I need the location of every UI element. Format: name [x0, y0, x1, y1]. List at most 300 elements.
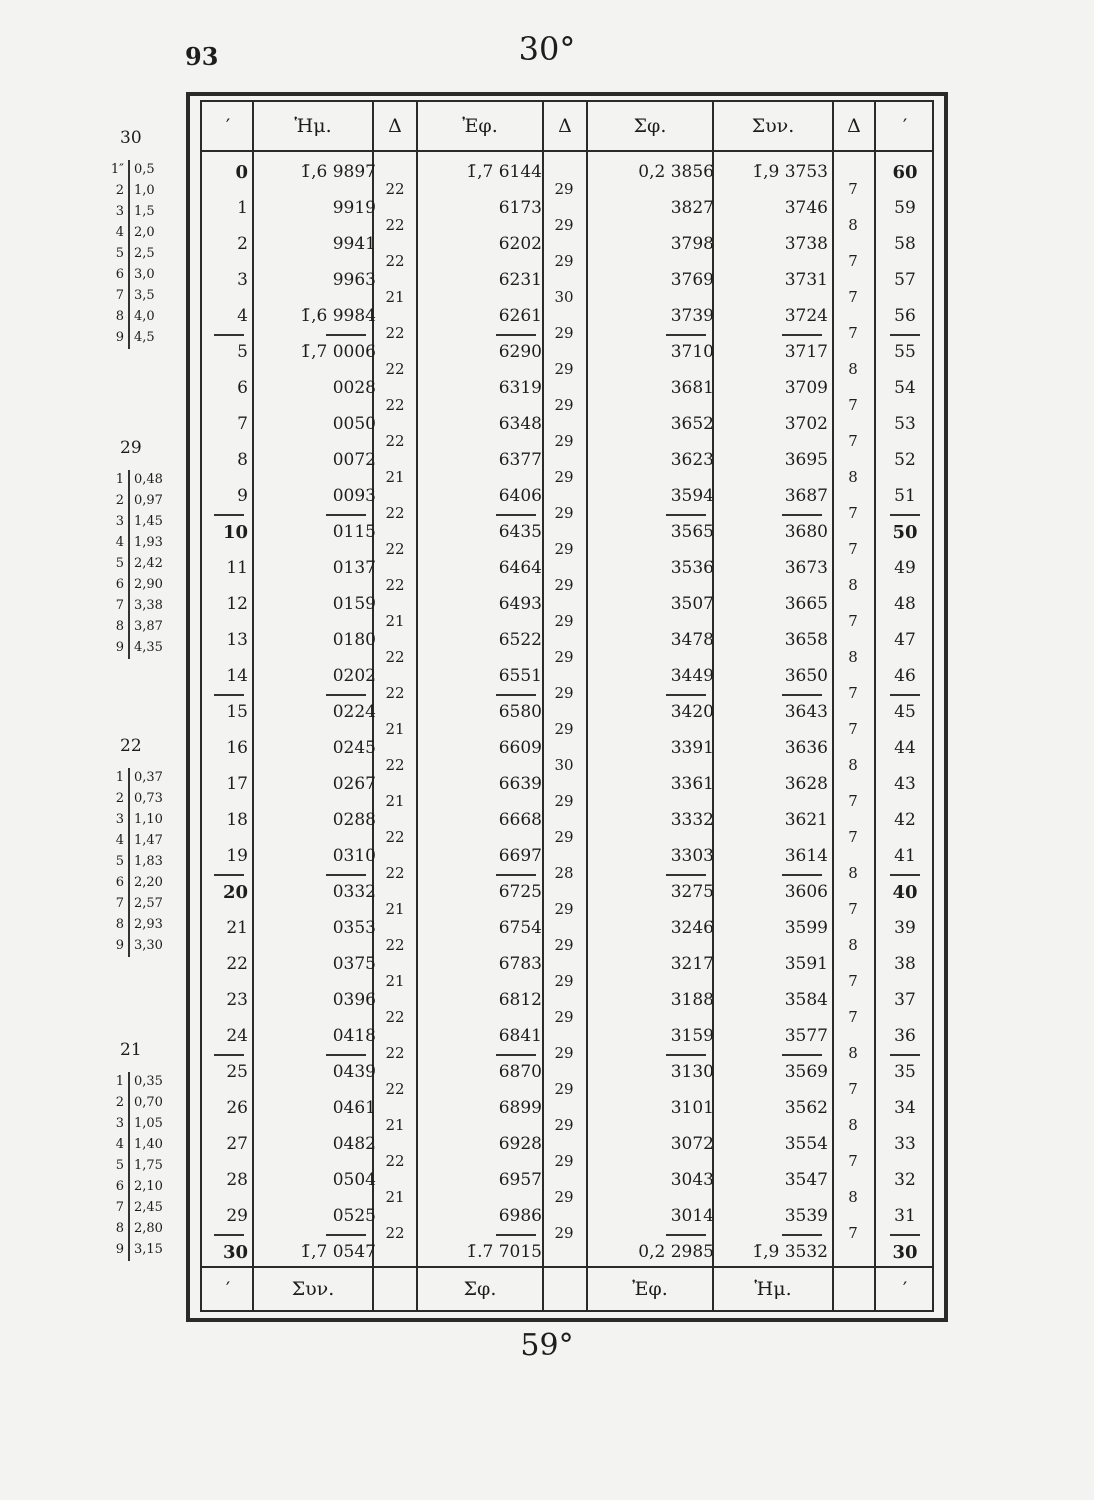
pp-divider [128, 470, 130, 659]
pp-digit: 7 [115, 896, 124, 911]
tangent-cell: 6173 [498, 198, 542, 218]
sine-difference: 21 [385, 972, 405, 990]
cosine-cell: 3584 [784, 990, 828, 1010]
sine-cell: 0482 [332, 1134, 376, 1154]
cosine-cell: 3709 [784, 378, 828, 398]
cosine-cell: 3724 [784, 306, 828, 326]
header-cosine: Συν. [751, 115, 795, 137]
cotangent-cell: 3652 [670, 414, 714, 434]
sine-cell: 1̄,7 0006 [300, 342, 376, 362]
tangent-cell: 6522 [498, 630, 542, 650]
footer-tangent: Ἐφ. [632, 1278, 668, 1300]
pp-digit: 8 [115, 309, 124, 324]
group-dash [214, 1054, 244, 1056]
minute-cell: 20 [222, 882, 248, 903]
cotangent-cell: 3710 [670, 342, 714, 362]
cosine-difference: 8 [848, 936, 858, 954]
pp-digit: 3 [115, 204, 124, 219]
pp-digit: 9 [115, 330, 124, 345]
group-dash [890, 694, 920, 696]
tangent-difference: 29 [554, 828, 574, 846]
pp-digit: 6 [115, 875, 124, 890]
group-dash [326, 1234, 366, 1236]
tangent-difference: 29 [554, 1224, 574, 1242]
sine-cell: 0439 [332, 1062, 376, 1082]
sine-cell: 0396 [332, 990, 376, 1010]
cosine-cell: 3614 [784, 846, 828, 866]
sine-difference: 21 [385, 288, 405, 306]
sine-cell: 0245 [332, 738, 376, 758]
minute-cell: 5 [237, 342, 248, 362]
group-dash [666, 334, 706, 336]
cosine-difference: 7 [848, 432, 858, 450]
tangent-difference: 30 [554, 756, 574, 774]
cosine-difference: 7 [848, 720, 858, 738]
tangent-cell: 6493 [498, 594, 542, 614]
group-dash [496, 514, 536, 516]
minute-cell-right: 30 [892, 1242, 918, 1263]
pp-value: 2,93 [134, 917, 163, 932]
pp-title: 29 [120, 438, 142, 458]
cotangent-cell: 3507 [670, 594, 714, 614]
pp-value: 0,70 [134, 1095, 163, 1110]
sine-difference: 22 [385, 576, 405, 594]
tangent-cell: 6348 [498, 414, 542, 434]
minute-cell-right: 37 [894, 990, 916, 1010]
tangent-cell: 6899 [498, 1098, 542, 1118]
minute-cell-right: 39 [894, 918, 916, 938]
cosine-cell: 3621 [784, 810, 828, 830]
pp-digit: 3 [115, 812, 124, 827]
minute-cell: 18 [226, 810, 248, 830]
minute-cell-right: 54 [894, 378, 916, 398]
tangent-cell: 6435 [498, 522, 542, 542]
tangent-difference: 29 [554, 612, 574, 630]
cosine-cell: 3650 [784, 666, 828, 686]
minute-cell-right: 52 [894, 450, 916, 470]
header-minutes: ′ [225, 115, 231, 137]
pp-value: 0,35 [134, 1074, 163, 1089]
pp-value: 3,38 [134, 598, 163, 613]
header-sine: Ἡμ. [294, 115, 332, 137]
sine-difference: 22 [385, 1008, 405, 1026]
cosine-difference: 8 [848, 648, 858, 666]
pp-digit: 2 [115, 493, 124, 508]
cosine-cell: 3658 [784, 630, 828, 650]
minute-cell-right: 31 [894, 1206, 916, 1226]
pp-value: 2,45 [134, 1200, 163, 1215]
sine-difference: 22 [385, 540, 405, 558]
pp-digit: 8 [115, 1221, 124, 1236]
header-delta-cosine: Δ [847, 115, 861, 137]
tangent-difference: 29 [554, 468, 574, 486]
group-dash [326, 514, 366, 516]
tangent-difference: 29 [554, 900, 574, 918]
minute-cell-right: 34 [894, 1098, 916, 1118]
tangent-difference: 29 [554, 792, 574, 810]
tangent-difference: 29 [554, 504, 574, 522]
pp-value: 0,73 [134, 791, 163, 806]
tangent-difference: 29 [554, 1044, 574, 1062]
pp-value: 2,10 [134, 1179, 163, 1194]
pp-value: 1,47 [134, 833, 163, 848]
tangent-cell: 6580 [498, 702, 542, 722]
minute-cell-right: 41 [894, 846, 916, 866]
sine-difference: 22 [385, 756, 405, 774]
sine-difference: 22 [385, 432, 405, 450]
tangent-cell: 6202 [498, 234, 542, 254]
pp-value: 4,5 [134, 330, 155, 345]
cotangent-cell: 3420 [670, 702, 714, 722]
minute-cell-right: 50 [892, 522, 918, 543]
tangent-difference: 29 [554, 540, 574, 558]
pp-divider [128, 1072, 130, 1261]
minute-cell: 3 [237, 270, 248, 290]
minute-cell: 21 [226, 918, 248, 938]
sine-difference: 21 [385, 1116, 405, 1134]
group-dash [496, 334, 536, 336]
minute-cell: 27 [226, 1134, 248, 1154]
minute-cell: 16 [226, 738, 248, 758]
header-cotangent: Σφ. [633, 115, 667, 137]
cotangent-cell: 3623 [670, 450, 714, 470]
cosine-difference: 7 [848, 1080, 858, 1098]
minute-cell-right: 32 [894, 1170, 916, 1190]
sine-cell: 0137 [332, 558, 376, 578]
pp-digit: 5 [115, 556, 124, 571]
pp-value: 2,57 [134, 896, 163, 911]
pp-digit: 9 [115, 938, 124, 953]
minute-cell: 23 [226, 990, 248, 1010]
minute-cell: 22 [226, 954, 248, 974]
cosine-difference: 7 [848, 1152, 858, 1170]
cosine-cell: 3591 [784, 954, 828, 974]
minute-cell-right: 55 [894, 342, 916, 362]
minute-cell-right: 33 [894, 1134, 916, 1154]
pp-digit: 1 [115, 770, 124, 785]
tangent-difference: 29 [554, 432, 574, 450]
group-dash [782, 874, 822, 876]
pp-digit: 8 [115, 917, 124, 932]
sine-difference: 21 [385, 612, 405, 630]
sine-difference: 22 [385, 252, 405, 270]
pp-digit: 9 [115, 640, 124, 655]
cosine-difference: 7 [848, 324, 858, 342]
sine-cell: 9941 [332, 234, 376, 254]
cosine-cell: 3695 [784, 450, 828, 470]
sine-difference: 22 [385, 396, 405, 414]
minute-cell-right: 40 [892, 882, 918, 903]
cosine-cell: 3673 [784, 558, 828, 578]
pp-digit: 1 [115, 472, 124, 487]
sine-difference: 22 [385, 684, 405, 702]
group-dash [782, 514, 822, 516]
sine-cell: 0267 [332, 774, 376, 794]
sine-difference: 22 [385, 504, 405, 522]
cosine-difference: 7 [848, 288, 858, 306]
minute-cell: 14 [226, 666, 248, 686]
minute-cell-right: 42 [894, 810, 916, 830]
pp-value: 2,80 [134, 1221, 163, 1236]
minute-cell: 12 [226, 594, 248, 614]
cosine-difference: 7 [848, 1224, 858, 1242]
sine-cell: 0202 [332, 666, 376, 686]
minute-cell-right: 56 [894, 306, 916, 326]
minute-cell: 26 [226, 1098, 248, 1118]
cosine-difference: 7 [848, 252, 858, 270]
sine-cell: 1̄,6 9984 [300, 306, 376, 326]
minute-cell-right: 43 [894, 774, 916, 794]
tangent-difference: 29 [554, 972, 574, 990]
cosine-difference: 7 [848, 792, 858, 810]
sine-cell: 0072 [332, 450, 376, 470]
pp-value: 1,5 [134, 204, 155, 219]
minute-cell: 28 [226, 1170, 248, 1190]
minute-cell: 29 [226, 1206, 248, 1226]
pp-value: 0,37 [134, 770, 163, 785]
pp-digit: 1″ [110, 162, 124, 177]
minute-cell: 13 [226, 630, 248, 650]
group-dash [326, 694, 366, 696]
tangent-cell: 6464 [498, 558, 542, 578]
minute-cell: 25 [226, 1062, 248, 1082]
tangent-difference: 29 [554, 1116, 574, 1134]
pp-digit: 1 [115, 1074, 124, 1089]
column-divider [832, 100, 834, 1312]
cotangent-cell: 3130 [670, 1062, 714, 1082]
pp-value: 3,30 [134, 938, 163, 953]
minute-cell: 19 [226, 846, 248, 866]
pp-value: 3,0 [134, 267, 155, 282]
minute-cell: 11 [226, 558, 248, 578]
cotangent-cell: 0,2 3856 [638, 162, 714, 182]
sine-cell: 9919 [332, 198, 376, 218]
cotangent-cell: 3101 [670, 1098, 714, 1118]
footer-cosine: Συν. [291, 1278, 335, 1300]
footer-cotangent: Σφ. [463, 1278, 497, 1300]
tangent-cell: 6609 [498, 738, 542, 758]
tangent-cell: 6377 [498, 450, 542, 470]
minute-cell-right: 58 [894, 234, 916, 254]
cotangent-cell: 3014 [670, 1206, 714, 1226]
cosine-difference: 8 [848, 1116, 858, 1134]
group-dash [214, 694, 244, 696]
degree-heading-bottom: 59° [520, 1328, 574, 1363]
column-divider [586, 100, 588, 1312]
tangent-cell: 6668 [498, 810, 542, 830]
sine-difference: 22 [385, 936, 405, 954]
pp-value: 0,5 [134, 162, 155, 177]
tangent-difference: 29 [554, 720, 574, 738]
minute-cell-right: 47 [894, 630, 916, 650]
pp-digit: 5 [115, 854, 124, 869]
sine-difference: 22 [385, 324, 405, 342]
tangent-difference: 29 [554, 1188, 574, 1206]
cotangent-cell: 3798 [670, 234, 714, 254]
cosine-cell: 3687 [784, 486, 828, 506]
column-divider [252, 100, 254, 1312]
minute-cell: 7 [237, 414, 248, 434]
pp-value: 2,0 [134, 225, 155, 240]
group-dash [214, 334, 244, 336]
minute-cell-right: 51 [894, 486, 916, 506]
group-dash [214, 1234, 244, 1236]
minute-cell: 10 [222, 522, 248, 543]
pp-value: 0,97 [134, 493, 163, 508]
pp-value: 1,05 [134, 1116, 163, 1131]
group-dash [326, 1054, 366, 1056]
minute-cell-right: 38 [894, 954, 916, 974]
footer-minutes-right: ′ [902, 1278, 908, 1300]
group-dash [782, 694, 822, 696]
cotangent-cell: 3188 [670, 990, 714, 1010]
group-dash [890, 514, 920, 516]
sine-cell: 0159 [332, 594, 376, 614]
pp-digit: 5 [115, 1158, 124, 1173]
cosine-difference: 8 [848, 1044, 858, 1062]
cosine-cell: 3643 [784, 702, 828, 722]
pp-digit: 2 [115, 183, 124, 198]
cosine-difference: 8 [848, 360, 858, 378]
cotangent-cell: 3361 [670, 774, 714, 794]
group-dash [890, 1054, 920, 1056]
cosine-cell: 3702 [784, 414, 828, 434]
sine-difference: 22 [385, 180, 405, 198]
tangent-cell: 6986 [498, 1206, 542, 1226]
cosine-difference: 7 [848, 396, 858, 414]
minute-cell: 6 [237, 378, 248, 398]
tangent-difference: 29 [554, 1008, 574, 1026]
cosine-cell: 3738 [784, 234, 828, 254]
minute-cell: 2 [237, 234, 248, 254]
group-dash [496, 1054, 536, 1056]
footer-minutes: ′ [225, 1278, 231, 1300]
cotangent-cell: 3246 [670, 918, 714, 938]
pp-title: 21 [120, 1040, 142, 1060]
pp-value: 2,90 [134, 577, 163, 592]
cotangent-cell: 3303 [670, 846, 714, 866]
group-dash [496, 874, 536, 876]
pp-value: 1,83 [134, 854, 163, 869]
tangent-difference: 29 [554, 576, 574, 594]
pp-digit: 6 [115, 1179, 124, 1194]
cotangent-cell: 3332 [670, 810, 714, 830]
group-dash [782, 334, 822, 336]
minute-cell: 17 [226, 774, 248, 794]
pp-value: 4,0 [134, 309, 155, 324]
sine-difference: 22 [385, 1080, 405, 1098]
tangent-cell: 1̄,7 6144 [466, 162, 542, 182]
pp-digit: 3 [115, 1116, 124, 1131]
cosine-difference: 7 [848, 900, 858, 918]
sine-difference: 21 [385, 1188, 405, 1206]
group-dash [496, 1234, 536, 1236]
header-minutes-right: ′ [902, 115, 908, 137]
group-dash [496, 694, 536, 696]
cotangent-cell: 3391 [670, 738, 714, 758]
degree-heading-top: 30° [518, 30, 576, 68]
cosine-difference: 7 [848, 540, 858, 558]
minute-cell-right: 45 [894, 702, 916, 722]
tangent-difference: 29 [554, 360, 574, 378]
cotangent-cell: 3827 [670, 198, 714, 218]
cosine-difference: 8 [848, 864, 858, 882]
pp-digit: 5 [115, 246, 124, 261]
tangent-cell: 6928 [498, 1134, 542, 1154]
sine-difference: 22 [385, 1152, 405, 1170]
pp-value: 1,93 [134, 535, 163, 550]
group-dash [890, 334, 920, 336]
tangent-difference: 29 [554, 252, 574, 270]
tangent-difference: 28 [554, 864, 574, 882]
group-dash [666, 514, 706, 516]
minute-cell: 4 [237, 306, 248, 326]
sine-cell: 0050 [332, 414, 376, 434]
tangent-difference: 29 [554, 180, 574, 198]
pp-digit: 8 [115, 619, 124, 634]
cotangent-cell: 3072 [670, 1134, 714, 1154]
sine-cell: 1̄,6 9897 [300, 162, 376, 182]
header-delta-tangent: Δ [558, 115, 572, 137]
sine-cell: 0375 [332, 954, 376, 974]
tangent-difference: 29 [554, 1152, 574, 1170]
minute-cell-right: 46 [894, 666, 916, 686]
sine-difference: 22 [385, 828, 405, 846]
pp-digit: 9 [115, 1242, 124, 1257]
page-number: 93 [185, 42, 219, 71]
cotangent-cell: 3043 [670, 1170, 714, 1190]
cosine-cell: 3636 [784, 738, 828, 758]
pp-digit: 4 [115, 535, 124, 550]
cotangent-cell: 3565 [670, 522, 714, 542]
sine-difference: 22 [385, 360, 405, 378]
group-dash [326, 874, 366, 876]
minute-cell-right: 36 [894, 1026, 916, 1046]
group-dash [214, 874, 244, 876]
cosine-cell: 3731 [784, 270, 828, 290]
sine-difference: 22 [385, 648, 405, 666]
group-dash [782, 1054, 822, 1056]
cosine-difference: 7 [848, 180, 858, 198]
sine-cell: 1̄,7 0547 [300, 1242, 376, 1262]
cosine-cell: 3717 [784, 342, 828, 362]
tangent-cell: 6551 [498, 666, 542, 686]
tangent-difference: 29 [554, 1080, 574, 1098]
tangent-cell: 6725 [498, 882, 542, 902]
pp-digit: 7 [115, 1200, 124, 1215]
pp-divider [128, 768, 130, 957]
cotangent-cell: 3739 [670, 306, 714, 326]
tangent-cell: 6639 [498, 774, 542, 794]
sine-cell: 0353 [332, 918, 376, 938]
tangent-difference: 29 [554, 324, 574, 342]
sine-cell: 0028 [332, 378, 376, 398]
pp-digit: 2 [115, 791, 124, 806]
column-divider [416, 100, 418, 1312]
minute-cell: 9 [237, 486, 248, 506]
pp-value: 1,75 [134, 1158, 163, 1173]
cotangent-cell: 3449 [670, 666, 714, 686]
tangent-cell: 6406 [498, 486, 542, 506]
pp-value: 1,10 [134, 812, 163, 827]
cotangent-cell: 3478 [670, 630, 714, 650]
cosine-difference: 8 [848, 468, 858, 486]
header-tangent: Ἐφ. [462, 115, 498, 137]
cosine-cell: 3628 [784, 774, 828, 794]
minute-cell-right: 35 [894, 1062, 916, 1082]
cosine-cell: 3577 [784, 1026, 828, 1046]
sine-difference: 21 [385, 792, 405, 810]
